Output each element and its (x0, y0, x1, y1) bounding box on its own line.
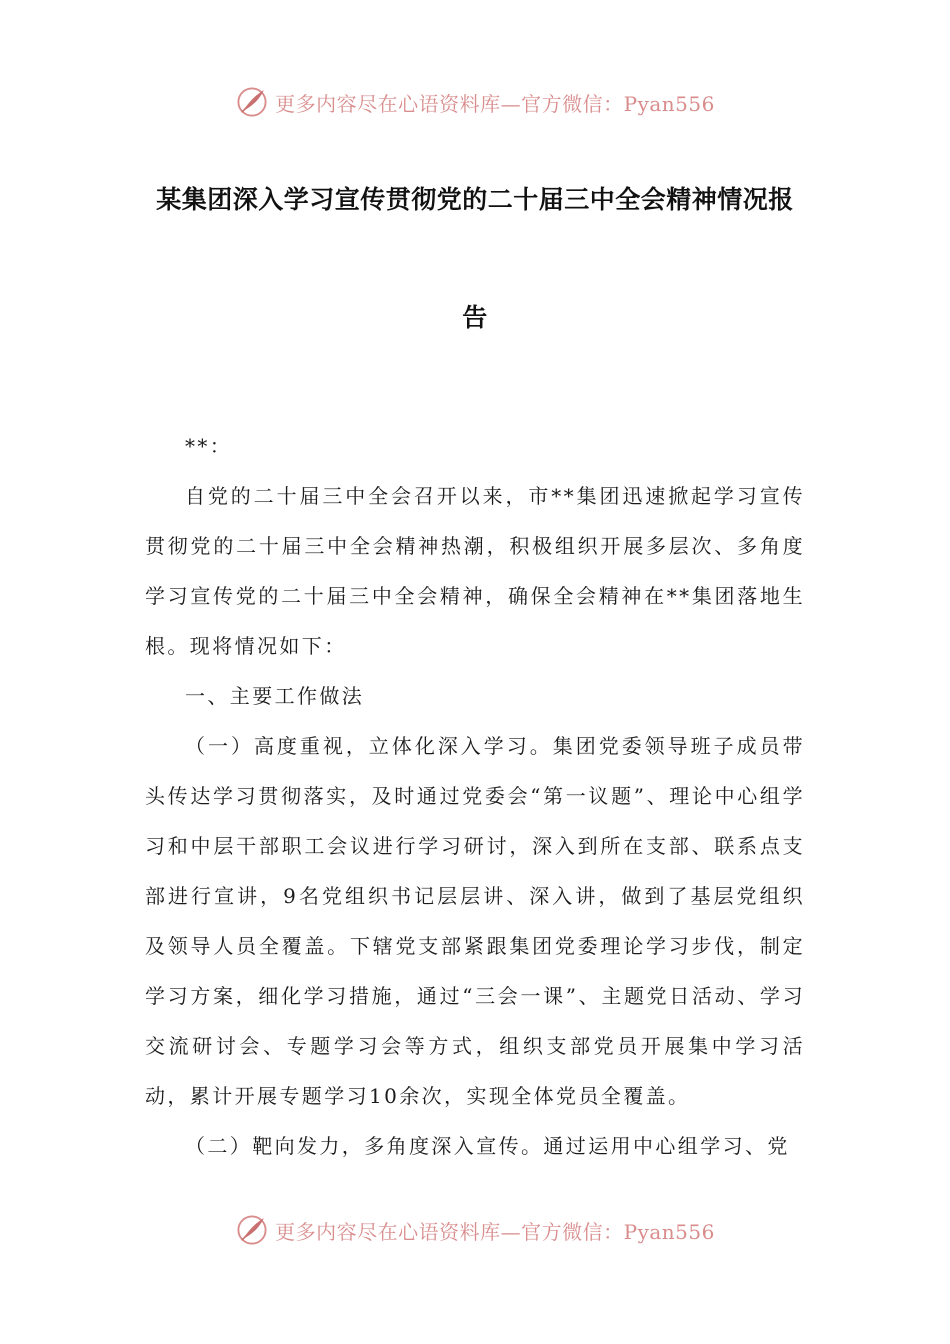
footer-watermark (0, 1210, 950, 1250)
document-title-line-2: 告 (462, 303, 488, 332)
section-heading: 一、主要工作做法 (185, 684, 365, 708)
body-paragraph: （二）靶向发力，多角度深入宣传。通过运用中心组学习、党 (185, 1134, 790, 1158)
salutation: **： (185, 434, 233, 458)
watermark-text: 更多内容尽在心语资料库—官方微信：Pyan556 (275, 1219, 715, 1244)
intro-paragraph: 自党的二十届三中全会召开以来，市**集团迅速掀起学习宣传贯彻党的二十届三中全会精神热潮，积极组织开展多层次、多角度学习宣传党的二十届三中全会精神，确保全会精神在**集团落地生根。现将情况如下： (145, 484, 805, 658)
document-body (145, 421, 805, 1171)
watermark-text: 更多内容尽在心语资料库—官方微信：Pyan556 (275, 91, 715, 116)
feather-pen-logo-icon (235, 85, 269, 119)
feather-pen-logo-icon (235, 1213, 269, 1247)
body-paragraph: （一）高度重视，立体化深入学习。集团党委领导班子成员带头传达学习贯彻落实，及时通过党委会“第一议题”、理论中心组学习和中层干部职工会议进行学习研讨，深入到所在支部、联系点支部进行宣讲，9名党组织书记层层讲、深入讲，做到了基层党组织及领导人员全覆盖。下辖党支部紧跟集团党委理论学习步伐，制定学习方案，细化学习措施，通过“三会一课”、主题党日活动、学习交流研讨会、专题学习会等方式，组织支部党员开展集中学习活动，累计开展专题学习10余次，实现全体党员全覆盖。 (145, 734, 805, 1108)
header-watermark (0, 82, 950, 122)
document-title-line-1: 某集团深入学习宣传贯彻党的二十届三中全会精神情况报 (156, 185, 794, 214)
